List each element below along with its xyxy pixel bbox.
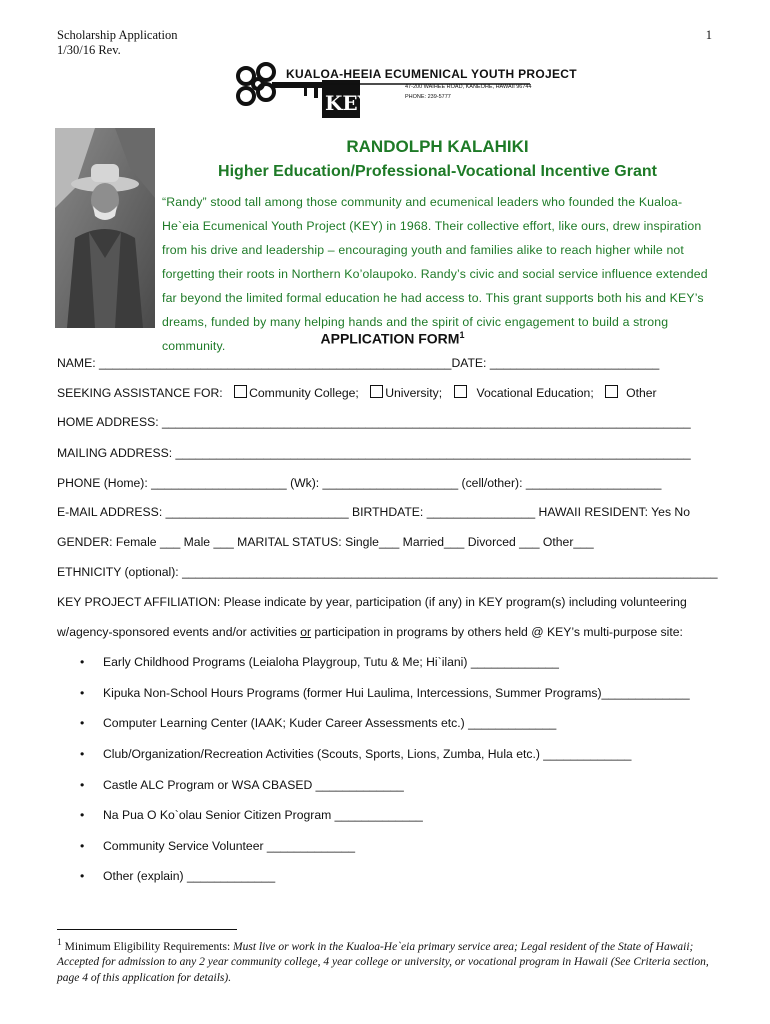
- mailing-address-field[interactable]: MAILING ADDRESS: ____________________________________________________________________________: [57, 446, 691, 460]
- other-checkbox[interactable]: [605, 385, 618, 398]
- program-item-community-service[interactable]: Community Service Volunteer _____________: [103, 839, 356, 853]
- form-title: APPLICATION FORM$^1$: [320, 330, 465, 347]
- program-item-club-recreation[interactable]: Club/Organization/Recreation Activities (Scouts, Sports, Lions, Zumba, Hula etc.) _____________: [103, 747, 632, 761]
- footnote-divider: [57, 929, 237, 930]
- bullet: •: [80, 686, 85, 700]
- footnote-marker: 1: [57, 937, 62, 948]
- document-header: [57, 28, 177, 58]
- program-item-senior-citizen[interactable]: Na Pua O Ko`olau Senior Citizen Program _____________: [103, 808, 423, 822]
- program-item-kipuka[interactable]: Kipuka Non-School Hours Programs (former Hui Laulima, Intercessions, Summer Programs)_____________: [103, 686, 690, 700]
- logo-key-text: KEY: [325, 91, 372, 115]
- logo-address: 47-200 WAIHEE ROAD, KANEOHE, HAWAII 96744: [405, 84, 532, 90]
- footnote-ref: 1: [459, 330, 465, 340]
- phone-field[interactable]: PHONE (Home): ____________________ (Wk): ____________________ (cell/other): ____________________: [57, 476, 662, 490]
- seeking-label: SEEKING ASSISTANCE FOR:: [57, 386, 223, 400]
- footnote: [57, 935, 717, 986]
- community-college-label: Community College;: [249, 386, 359, 400]
- affiliation-instructions-1: KEY PROJECT AFFILIATION: Please indicate by year, participation (if any) in KEY program(s) including volunteering: [57, 595, 687, 609]
- university-label: University;: [385, 386, 443, 400]
- logo-organization-name: KUALOA-HEEIA ECUMENICAL YOUTH PROJECT: [286, 67, 577, 81]
- email-birthdate-resident-field[interactable]: E-MAIL ADDRESS: ___________________________ BIRTHDATE: ________________ HAWAII RESIDENT: Yes No: [57, 505, 691, 519]
- bullet: •: [80, 655, 85, 669]
- vocational-label: Vocational Education;: [476, 386, 594, 400]
- logo-phone: PHONE: 239-5777: [405, 94, 451, 100]
- home-address-field[interactable]: HOME ADDRESS: ______________________________________________________________________________: [57, 415, 691, 429]
- portrait-photo: [55, 128, 155, 328]
- program-item-other[interactable]: Other (explain) _____________: [103, 869, 276, 883]
- seeking-assistance-row: [57, 385, 657, 400]
- name-date-field[interactable]: NAME: ____________________________________________________DATE: _________________________: [57, 356, 660, 370]
- bullet: •: [80, 747, 85, 761]
- honoree-name: RANDOLPH KALAHIKI: [346, 137, 529, 156]
- document-title: Scholarship Application: [57, 28, 178, 42]
- gender-marital-field[interactable]: GENDER: Female ___ Male ___ MARITAL STATUS: Single___ Married___ Divorced ___ Other___: [57, 535, 594, 549]
- bullet: •: [80, 839, 85, 853]
- bullet: •: [80, 716, 85, 730]
- affiliation-instructions-2: w/agency-sponsored events and/or activities or participation in programs by others held @ KEY’s multi-purpose site:: [57, 625, 683, 639]
- ethnicity-field[interactable]: ETHNICITY (optional): _______________________________________________________________________________: [57, 565, 718, 579]
- vocational-checkbox[interactable]: [454, 385, 467, 398]
- university-checkbox[interactable]: [370, 385, 383, 398]
- footnote-text: Must live or work in the Kualoa-He`eia primary service area; Legal resident of the State of Hawaii; Accepted for admission to any 2 year community college, 4 year college or university, or vocational program in Hawaii (See Criteria section, page 4 of this application for details).: [57, 940, 709, 984]
- grant-title: Higher Education/Professional-Vocational Incentive Grant: [218, 163, 657, 180]
- bullet: •: [80, 778, 85, 792]
- bullet: •: [80, 869, 85, 883]
- program-item-early-childhood[interactable]: Early Childhood Programs (Leialoha Playgroup, Tutu & Me; Hi`ilani) _____________: [103, 655, 559, 669]
- program-item-castle-alc[interactable]: Castle ALC Program or WSA CBASED _____________: [103, 778, 404, 792]
- community-college-checkbox[interactable]: [234, 385, 247, 398]
- intro-paragraph: “Randy” stood tall among those community and ecumenical leaders who founded the Kualoa-He`eia Ecumenical Youth Project (KEY) in 1968. Their collective effort, like ours, drew inspiration from his drive and leadership – encouraging youth and families alike to reach higher while not forgetting their roots in Northern Ko’olaupoko. Randy’s civic and social service influence extended far beyond the limited formal education he had access to. This grant supports both his and KEY’s dreams, funded by many helping hands and the spirit of civic engagement to build a strong community.: [162, 195, 708, 353]
- footnote-label: Minimum Eligibility Requirements:: [61, 940, 234, 953]
- bullet: •: [80, 808, 85, 822]
- program-item-computer-learning[interactable]: Computer Learning Center (IAAK; Kuder Career Assessments etc.) _____________: [103, 716, 557, 730]
- revision-date: 1/30/16 Rev.: [57, 43, 121, 57]
- page-number: 1: [705, 28, 712, 42]
- other-label: Other: [626, 386, 657, 400]
